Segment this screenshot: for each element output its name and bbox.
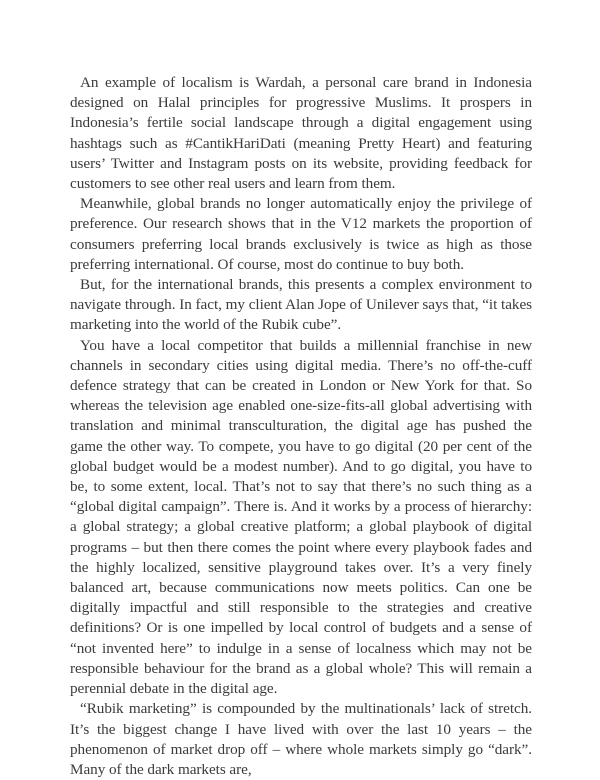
paragraph-wardah-localism: An example of localism is Wardah, a personal care brand in Indonesia designed on Halal principles for progressive Muslims. It prospers in Indonesia’s fertile social landscape through a digital engagement using hashtags such as #CantikHariDati (meaning Pretty Heart) and featuring users’ Twitter and Instagram posts on its website, providing feedback for customers to see other real users and learn from them. bbox=[70, 74, 532, 193]
paragraph-local-competitor: You have a local competitor that builds a millennial franchise in new channels in secondary cities using digital media. There’s no off-the-cuff defence strategy that can be created in London or New York for that. So whereas the television age enabled one-size-fits-all global advertising with translation and minimal transculturation, the digital age has pushed the game the other way. To compete, you have to go digital (20 per cent of the global budget would be a modest number). And to go digital, you have to be, to some extent, local. That’s not to say that there’s no such thing as a “global digital campaign”. There is. And it works by a process of hierarchy: a global strategy; a global creative platform; a global playbook of digital programs – but then there comes the point where every playbook fades and the highly localized, sensitive playground takes over. It’s a very finely balanced art, because communications now meets politics. Can one be digitally impactful and still responsible to the strategies and creative definitions? Or is one impelled by local control of budgets and a sense of “not invented here” to indulge in a sense of localness which may not be responsible behaviour for the brand as a global whole? This will remain a perennial debate in the digital age. bbox=[70, 336, 532, 698]
paragraph-rubik-marketing: “Rubik marketing” is compounded by the multinationals’ lack of stretch. It’s the biggest change I have lived with over the last 10 years – the phenomenon of market drop off – where whole markets simply go “dark”. Many of the dark markets are, bbox=[70, 700, 532, 778]
paragraph-global-brands-preference: Meanwhile, global brands no longer automatically enjoy the privilege of preference. Our research shows that in the V12 markets the proportion of consumers preferring local brands exclusively is twice as high as those preferring international. Of course, most do continue to buy both. bbox=[70, 195, 532, 273]
paragraph-rubik-cube-quote: But, for the international brands, this presents a complex environment to navigate through. In fact, my client Alan Jope of Unilever says that, “it takes marketing into the world of the Rubik cube”. bbox=[70, 276, 532, 334]
document-page bbox=[70, 73, 532, 780]
